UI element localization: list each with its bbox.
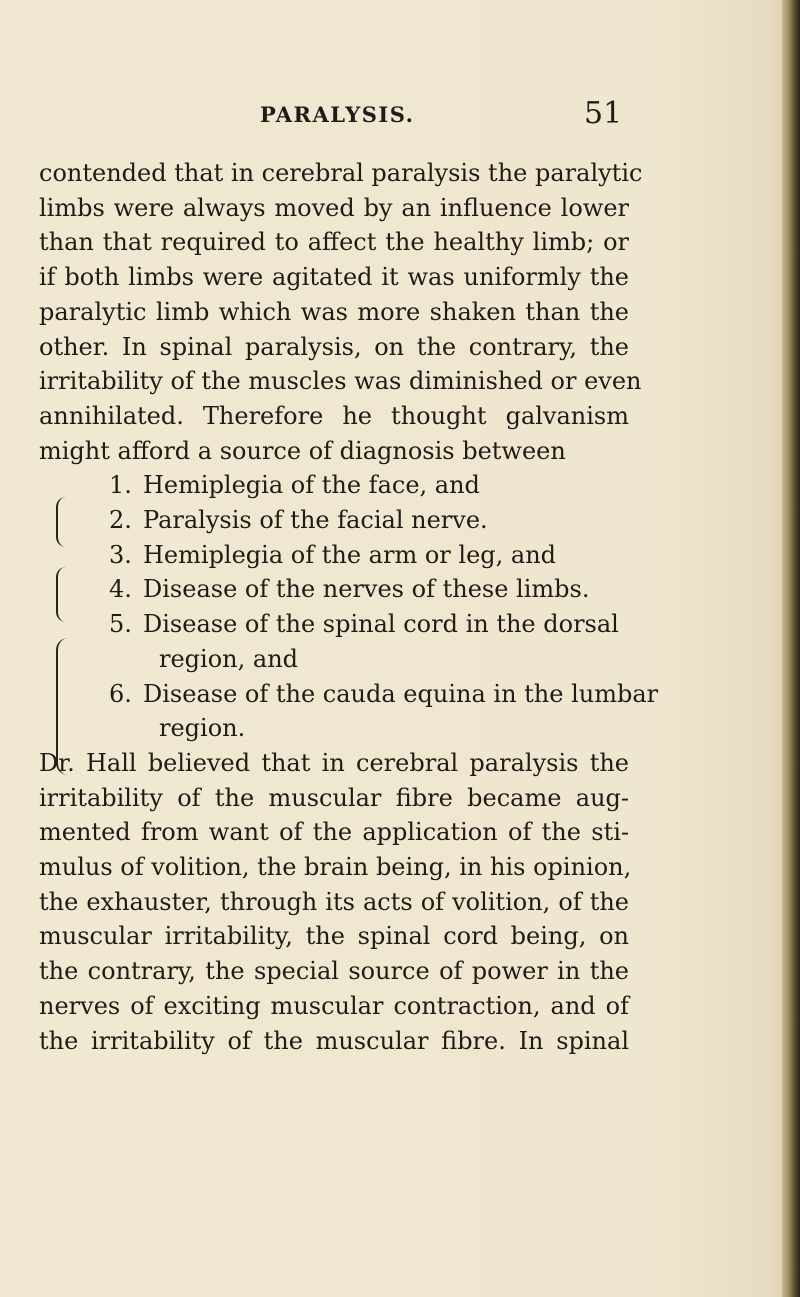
page-number: 51 xyxy=(584,96,623,131)
list-text: Hemiplegia of the face, and xyxy=(143,471,480,500)
list-item-continuation xyxy=(39,711,679,746)
text-line: annihilated. Therefore he thought galvanism xyxy=(39,401,629,430)
list-number: 2. xyxy=(109,506,132,535)
text-line: mulus of volition, the brain being, in his opinion, xyxy=(39,853,632,882)
text-line: the contrary, the special source of power in the xyxy=(39,957,629,986)
text-line: than that required to affect the healthy limb; or xyxy=(39,228,629,257)
list-text: Paralysis of the facial nerve. xyxy=(143,506,488,535)
text-line: mented from want of the application of the sti- xyxy=(39,818,629,847)
list-item xyxy=(39,607,629,642)
text-line: muscular irritability, the spinal cord being, on xyxy=(39,922,629,951)
list-number: 3. xyxy=(109,540,132,569)
text-line: irritability of the muscles was diminished or even xyxy=(39,367,642,396)
list-item xyxy=(39,468,629,503)
list-number: 1. xyxy=(109,471,132,500)
text-line: irritability of the muscular fibre became aug- xyxy=(39,783,629,812)
list-text: Disease of the nerves of these limbs. xyxy=(143,575,590,604)
page-edge xyxy=(782,0,800,1297)
list-item xyxy=(39,503,629,538)
text-line: contended that in cerebral paralysis the paralytic xyxy=(39,159,643,187)
list-number: 4. xyxy=(109,575,132,604)
body-text xyxy=(39,156,659,1058)
text-line: might afford a source of diagnosis between xyxy=(39,436,566,465)
running-title: PARALYSIS. xyxy=(260,102,415,127)
list-text: Hemiplegia of the arm or leg, and xyxy=(143,540,557,569)
list-text: region. xyxy=(159,714,246,743)
list-number: 5. xyxy=(109,610,132,639)
text-line: the exhauster, through its acts of volition, of the xyxy=(39,887,629,916)
list-item xyxy=(39,572,629,607)
page-header xyxy=(0,96,800,136)
list-item-continuation xyxy=(39,642,679,677)
text-line: other. In spinal paralysis, on the contrary, the xyxy=(39,332,629,361)
list-item xyxy=(39,677,659,712)
text-line: paralytic limb which was more shaken than the xyxy=(39,297,629,326)
list-text: region, and xyxy=(159,644,299,673)
text-line: nerves of exciting muscular contraction, and of xyxy=(39,991,629,1020)
list-text: Disease of the spinal cord in the dorsal xyxy=(143,610,619,639)
text-line: Dr. Hall believed that in cerebral paralysis the xyxy=(39,748,629,777)
text-line: limbs were always moved by an influence lower xyxy=(39,193,629,222)
list-item xyxy=(39,538,629,573)
list-text: Disease of the cauda equina in the lumbar xyxy=(143,679,659,708)
list-number: 6. xyxy=(109,679,132,708)
text-line: the irritability of the muscular fibre. In spinal xyxy=(39,1026,629,1055)
text-line: if both limbs were agitated it was uniformly the xyxy=(39,263,629,292)
